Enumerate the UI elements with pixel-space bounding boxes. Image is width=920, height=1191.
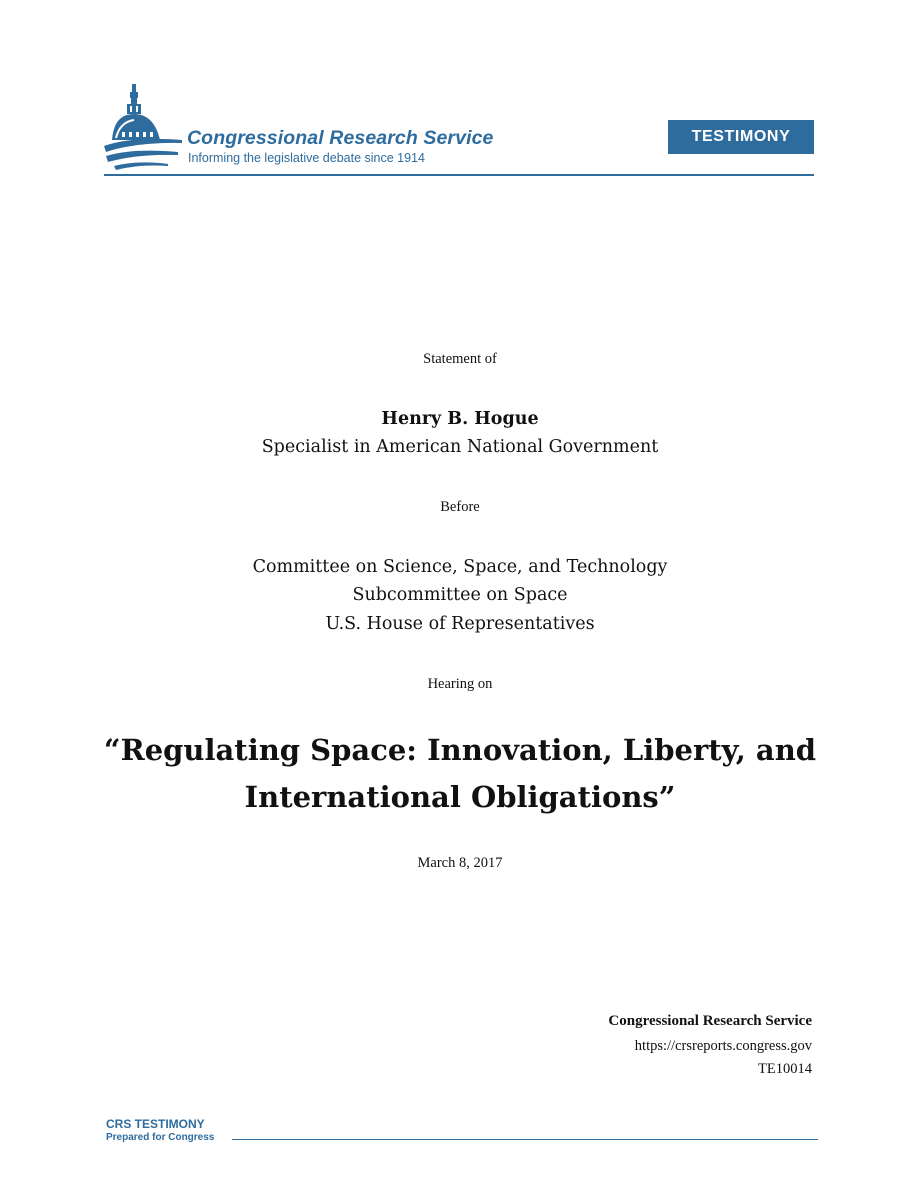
testimony-badge: TESTIMONY	[668, 120, 814, 154]
subcommittee-name: Subcommittee on Space	[352, 585, 568, 605]
footer-divider	[232, 1139, 818, 1140]
hearing-label: Hearing on	[427, 676, 493, 692]
committee-name: Committee on Science, Space, and Technology	[252, 557, 668, 577]
report-id: TE10014	[758, 1061, 812, 1077]
footer-url[interactable]: https://crsreports.congress.gov	[634, 1038, 812, 1054]
header-divider	[104, 174, 814, 176]
before-label: Before	[440, 499, 480, 515]
org-tagline: Informing the legislative debate since 1914	[188, 151, 425, 165]
hearing-title-line-1: “Regulating Space: Innovation, Liberty, and	[103, 733, 817, 767]
author-name: Henry B. Hogue	[381, 409, 539, 429]
hearing-date: March 8, 2017	[417, 855, 503, 871]
org-name: Congressional Research Service	[187, 127, 494, 149]
footer-series-subtitle: Prepared for Congress	[106, 1132, 215, 1143]
chamber-name: U.S. House of Representatives	[325, 614, 595, 634]
footer-series-title: CRS TESTIMONY	[106, 1117, 205, 1131]
statement-intro: Statement of	[423, 351, 497, 367]
author-title: Specialist in American National Government	[261, 437, 659, 457]
hearing-title-line-2: International Obligations”	[244, 780, 676, 814]
footer-org-name: Congressional Research Service	[608, 1013, 812, 1029]
capitol-dome-icon	[102, 82, 184, 170]
